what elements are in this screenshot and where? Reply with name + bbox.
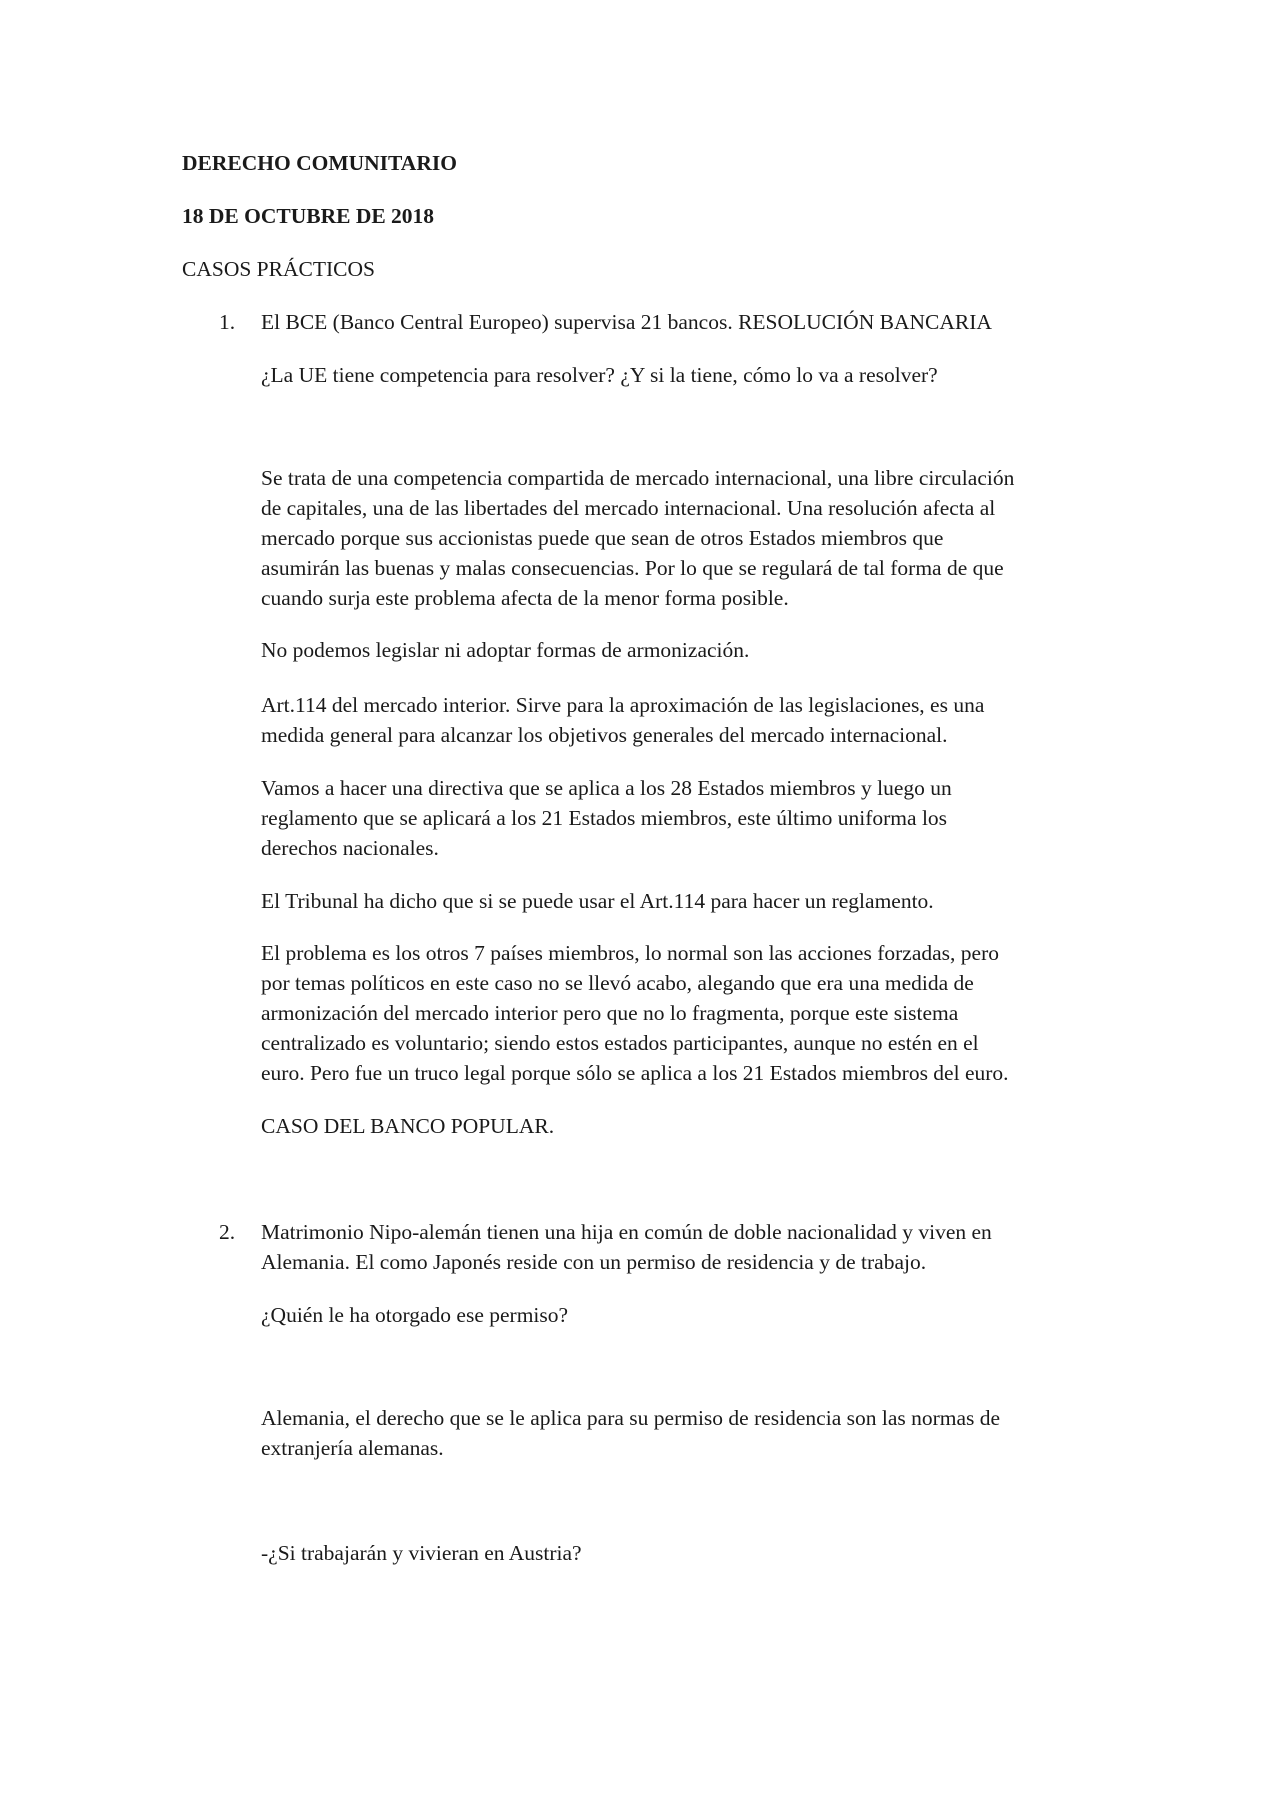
- case-1-paragraph-5: El Tribunal ha dicho que si se puede usar el Art.114 para hacer un reglamento.: [261, 889, 934, 913]
- text-line: mercado porque sus accionistas puede que sean de otros Estados miembros que: [261, 526, 944, 550]
- text-line: asumirán las buenas y malas consecuencias. Por lo que se regulará de tal forma de que: [261, 556, 1004, 580]
- text-line: cuando surja este problema afecta de la menor forma posible.: [261, 586, 789, 610]
- text-line: medida general para alcanzar los objetivos generales del mercado internacional.: [261, 723, 948, 747]
- case-2-answer: [261, 1403, 1101, 1463]
- case-1-paragraph-7: CASO DEL BANCO POPULAR.: [261, 1114, 555, 1138]
- text-line: armonización del mercado interior pero que no lo fragmenta, porque este sistema: [261, 1001, 959, 1025]
- document-date: 18 DE OCTUBRE DE 2018: [182, 204, 435, 228]
- case-2-statement: [261, 1217, 1101, 1277]
- text-line: de capitales, una de las libertades del mercado internacional. Una resolución afecta al: [261, 496, 996, 520]
- case-1-question: ¿La UE tiene competencia para resolver? ¿Y si la tiene, cómo lo va a resolver?: [261, 363, 938, 387]
- case-1-paragraph-3: [261, 690, 1101, 750]
- case-1-statement: El BCE (Banco Central Europeo) supervisa 21 bancos. RESOLUCIÓN BANCARIA: [261, 310, 992, 334]
- text-line: Vamos a hacer una directiva que se aplica a los 28 Estados miembros y luego un: [261, 776, 952, 800]
- case-1-number: 1.: [219, 310, 236, 334]
- case-1-paragraph-2: No podemos legislar ni adoptar formas de armonización.: [261, 638, 750, 662]
- case-2-question-2: -¿Si trabajarán y vivieran en Austria?: [261, 1541, 582, 1565]
- text-line: euro. Pero fue un truco legal porque sólo se aplica a los 21 Estados miembros del euro.: [261, 1061, 1009, 1085]
- section-title: CASOS PRÁCTICOS: [182, 257, 375, 281]
- text-line: Se trata de una competencia compartida de mercado internacional, una libre circulación: [261, 466, 1015, 490]
- case-2-question: ¿Quién le ha otorgado ese permiso?: [261, 1303, 569, 1327]
- document-subject: DERECHO COMUNITARIO: [182, 151, 457, 175]
- text-line: por temas políticos en este caso no se llevó acabo, alegando que era una medida de: [261, 971, 974, 995]
- text-line: centralizado es voluntario; siendo estos estados participantes, aunque no estén en el: [261, 1031, 979, 1055]
- text-line: derechos nacionales.: [261, 836, 439, 860]
- text-line: El problema es los otros 7 países miembros, lo normal son las acciones forzadas, pero: [261, 941, 999, 965]
- case-1-paragraph-1: [261, 463, 1101, 613]
- text-line: Alemania, el derecho que se le aplica para su permiso de residencia son las normas de: [261, 1406, 1001, 1430]
- text-line: reglamento que se aplicará a los 21 Estados miembros, este último uniforma los: [261, 806, 948, 830]
- case-1-paragraph-6: [261, 938, 1101, 1088]
- case-2-number: 2.: [219, 1220, 236, 1244]
- text-line: Matrimonio Nipo-alemán tienen una hija en común de doble nacionalidad y viven en: [261, 1220, 992, 1244]
- text-line: Alemania. El como Japonés reside con un permiso de residencia y de trabajo.: [261, 1250, 927, 1274]
- text-line: extranjería alemanas.: [261, 1436, 444, 1460]
- case-1-paragraph-4: [261, 773, 1101, 863]
- text-line: Art.114 del mercado interior. Sirve para la aproximación de las legislaciones, es una: [261, 693, 985, 717]
